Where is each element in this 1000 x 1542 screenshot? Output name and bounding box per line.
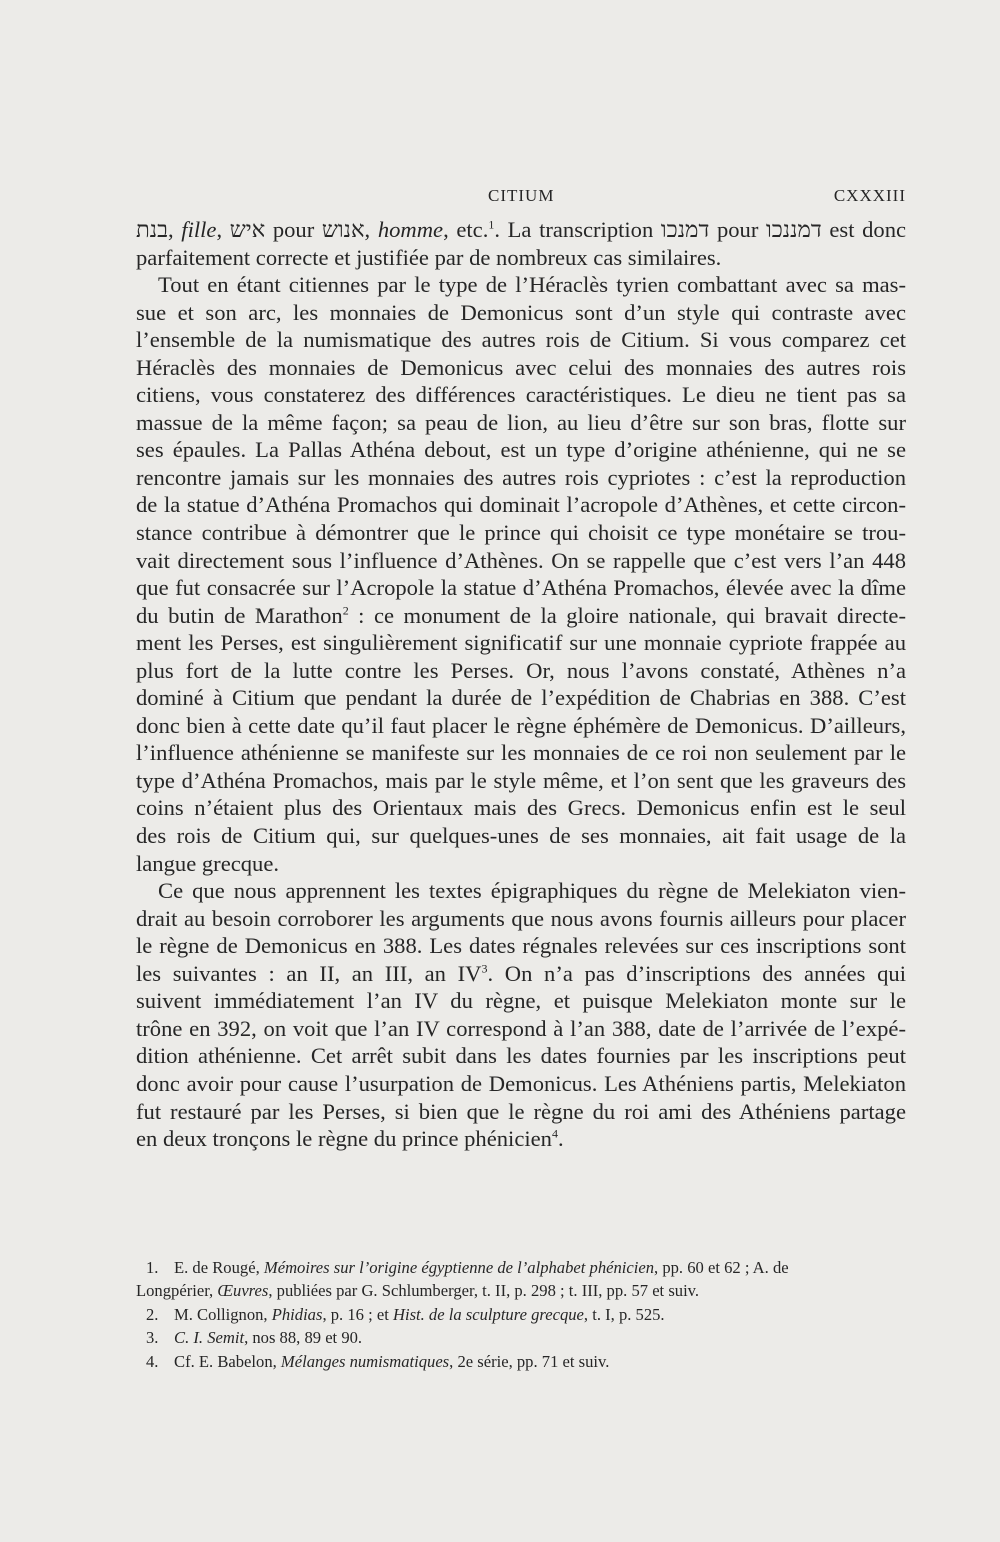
text-fragment: . On n’a pas d’inscriptions des années qui <box>487 960 906 986</box>
text-fragment: pour <box>709 217 766 242</box>
text-fragment: , <box>216 217 230 242</box>
text-line: Tout en étant citiennes par le type de l’Héraclès tyrien combattant avec sa mas- <box>158 272 906 298</box>
text-fragment: , p. 16 ; et <box>322 1304 393 1324</box>
hebrew-word: אנוש <box>321 217 365 242</box>
text-line: que fut consacrée sur l’Acropole la statue d’Athéna Promachos, élevée avec la dîme <box>136 575 906 601</box>
hebrew-word: איש <box>229 217 266 242</box>
work-title: Œuvres <box>217 1281 269 1301</box>
text-fragment: pour <box>265 217 322 242</box>
italic-word: homme <box>377 217 444 242</box>
text-fragment: est donc <box>821 217 907 242</box>
text-fragment: , publiées par G. Schlumberger, t. II, p. 298 ; t. III, pp. 57 et suiv. <box>268 1281 700 1301</box>
text-line <box>136 960 906 988</box>
text-line: massue de la même façon; sa peau de lion, au lieu d’être sur son bras, flotte sur <box>136 409 906 435</box>
text-line: trône en 392, on voit que l’an IV correspond à l’an 388, date de l’arrivée de l’expé- <box>136 1015 906 1041</box>
text-line: parfaitement correcte et justifiée par de nombreux cas similaires. <box>136 244 722 270</box>
text-line: dominé à Citium que pendant la durée de l’expédition de Chabrias en 388. C’est <box>136 685 906 711</box>
footnote-number: 3. <box>146 1328 159 1348</box>
text-line: fut restauré par les Perses, si bien que le règne du roi ami des Athéniens partage <box>136 1098 906 1124</box>
text-fragment: du butin de Marathon <box>136 602 343 628</box>
text-line: drait au besoin corroborer les arguments que nous avons fournis ailleurs pour placer <box>136 905 906 931</box>
text-line: le règne de Demonicus en 388. Les dates régnales relevées sur ces inscriptions sont <box>136 933 906 959</box>
text-fragment: Longpérier, <box>136 1281 218 1301</box>
text-line: ment les Perses, est singulièrement significatif sur une monnaie cypriote frappée au <box>136 630 906 656</box>
text-fragment: M. Collignon, <box>174 1304 272 1324</box>
footnote-number: 2. <box>146 1304 159 1324</box>
footnote-number: 1. <box>146 1258 159 1277</box>
text-line: rencontre jamais sur les monnaies des autres rois cypriotes : c’est la reproduction <box>136 464 906 490</box>
work-title: Mémoires sur l’origine égyptienne de l’alphabet phénicien <box>263 1258 655 1277</box>
work-title: Phidias <box>271 1304 323 1324</box>
footnote-ref[interactable]: 3 <box>481 961 488 976</box>
text-line: langue grecque. <box>136 850 280 876</box>
text-fragment: en deux tronçons le règne du prince phénicien <box>136 1126 552 1152</box>
footnote-2 <box>136 1303 906 1326</box>
text-fragment: , nos 88, 89 et 90. <box>244 1328 363 1348</box>
hebrew-word: דמנכו <box>660 217 710 242</box>
text-fragment: Cf. E. Babelon, <box>174 1351 281 1371</box>
text-line: type d’Athéna Promachos, mais par le style même, et l’on sent que les graveurs des <box>136 767 906 793</box>
text-line: donc avoir pour cause l’usurpation de Demonicus. Les Athéniens partis, Melekiaton <box>136 1070 906 1096</box>
text-fragment: , <box>168 217 182 242</box>
text-fragment: les suivantes : an II, an III, an IV <box>136 960 482 986</box>
running-title: CITIUM <box>488 186 555 205</box>
text-fragment: , pp. 60 et 62 ; A. de <box>654 1258 789 1277</box>
text-line: dition athénienne. Cet arrêt subit dans les dates fournies par les inscriptions peut <box>136 1043 906 1069</box>
text-line: l’ensemble de la numismatique des autres rois de Citium. Si vous comparez cet <box>136 327 906 353</box>
footnote-ref[interactable]: 2 <box>342 603 349 618</box>
text-line: ses épaules. La Pallas Athéna debout, est un type d’origine athénienne, qui ne se <box>136 437 906 463</box>
text-fragment: E. de Rougé, <box>174 1258 264 1277</box>
text-line <box>136 1125 906 1153</box>
text-fragment: , t. I, p. 525. <box>583 1304 665 1324</box>
footnote-1-continued <box>136 1279 906 1302</box>
text-fragment: , etc. <box>443 217 489 242</box>
footnote-ref[interactable]: 1 <box>488 217 495 232</box>
text-line <box>136 216 906 244</box>
text-line: suivent immédiatement l’an IV du règne, et puisque Melekiaton monte sur le <box>136 988 906 1014</box>
text-fragment: : ce monument de la gloire nationale, qui bravait directe- <box>348 602 906 628</box>
work-title: C. I. Semit <box>174 1328 245 1348</box>
text-line: sue et son arc, les monnaies de Demonicus sont d’un style qui contraste avec <box>136 299 906 325</box>
text-line <box>136 602 906 630</box>
page-number: CXXXIII <box>833 186 906 205</box>
text-fragment: . <box>557 1126 564 1152</box>
text-line: l’influence athénienne se manifeste sur les monnaies de ce roi non seulement par le <box>136 740 906 766</box>
hebrew-word: דמננכו <box>765 217 822 242</box>
main-text <box>136 216 906 1153</box>
footnote-1 <box>136 1256 906 1279</box>
text-line: de la statue d’Athéna Promachos qui dominait l’acropole d’Athènes, et cette circon- <box>136 492 906 518</box>
text-fragment: , 2e série, pp. 71 et suiv. <box>449 1351 610 1371</box>
footnote-ref[interactable]: 4 <box>551 1126 558 1141</box>
footnote-4 <box>136 1350 906 1373</box>
text-line: plus fort de la lutte contre les Perses. Or, nous l’avons constaté, Athènes n’a <box>136 657 906 683</box>
running-head <box>136 186 906 210</box>
text-line: Ce que nous apprennent les textes épigraphiques du règne de Melekiaton vien- <box>158 878 906 904</box>
text-line: vait directement sous l’influence d’Athènes. On se rappelle que c’est vers l’an 448 <box>136 547 906 573</box>
text-line: citiens, vous constaterez des différences caractéristiques. Le dieu ne tient pas sa <box>136 382 906 408</box>
text-line: stance contribue à démontrer que le prince qui choisit ce type monétaire se trou- <box>136 520 906 546</box>
footnotes <box>136 1256 906 1373</box>
text-line: donc bien à cette date qu’il faut placer le règne éphémère de Demonicus. D’ailleurs, <box>136 712 906 738</box>
footnote-number: 4. <box>146 1351 159 1371</box>
text-line: Héraclès des monnaies de Demonicus avec celui des monnaies des autres rois <box>136 354 906 380</box>
text-line: des rois de Citium qui, sur quelques-unes de ses monnaies, ait fait usage de la <box>136 823 906 849</box>
footnote-3 <box>136 1326 906 1349</box>
work-title: Mélanges numismatiques <box>280 1351 450 1371</box>
hebrew-word: בנת <box>136 217 169 242</box>
work-title: Hist. de la sculpture grecque <box>392 1304 584 1324</box>
text-line: coins n’étaient plus des Orientaux mais des Grecs. Demonicus enfin est le seul <box>136 795 906 821</box>
text-fragment: . La transcription <box>494 217 661 242</box>
italic-word: fille <box>181 217 217 242</box>
text-fragment: , <box>364 217 378 242</box>
